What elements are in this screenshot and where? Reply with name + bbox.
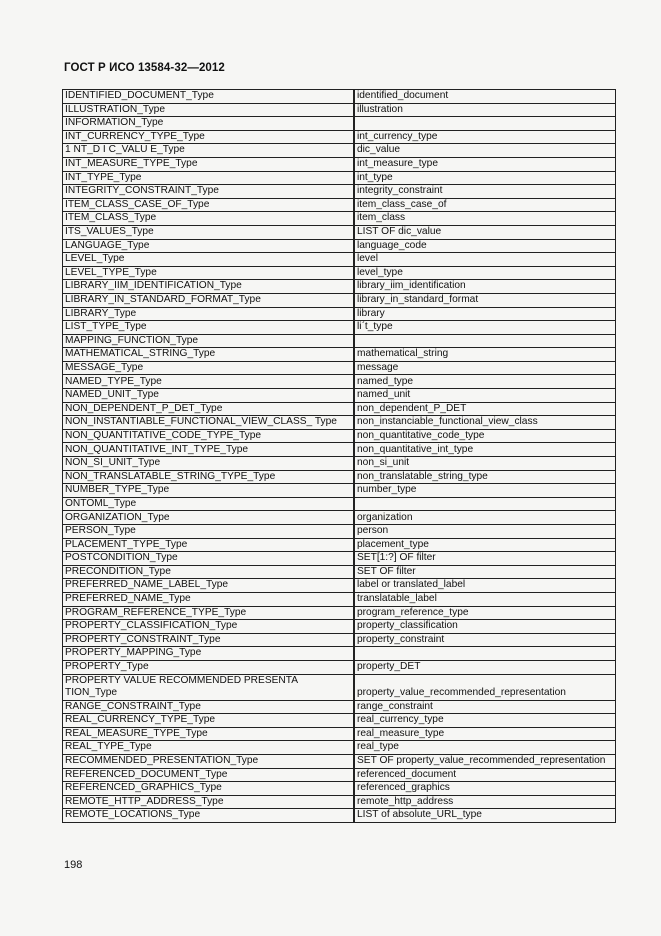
mapped-entity-cell: named_type [354,375,616,389]
type-name-cell: PROGRAM_REFERENCE_TYPE_Type [63,606,355,620]
type-name-cell: NAMED_UNIT_Type [63,389,355,403]
table-row [63,497,616,511]
mapped-entity-cell: property_constraint [354,633,616,647]
table-row [63,171,616,185]
mapped-entity-cell: int_type [354,171,616,185]
table-row [63,225,616,239]
table-row [63,606,616,620]
type-name-cell: LANGUAGE_Type [63,239,355,253]
table-row [63,809,616,823]
table-row [63,90,616,104]
mapped-entity-cell: liˊt_type [354,321,616,335]
type-name-cell: NON_INSTANTIABLE_FUNCTIONAL_VIEW_CLASS_ Type [63,416,355,430]
mapped-entity-cell: SET OF filter [354,565,616,579]
mapped-entity-cell: item_class_case_of [354,198,616,212]
mapped-entity-cell: real_currency_type [354,714,616,728]
table-row [63,293,616,307]
type-name-cell: REAL_MEASURE_TYPE_Type [63,727,355,741]
table-row [63,647,616,661]
mapped-entity-cell: LIST OF dic_value [354,225,616,239]
table-row [63,741,616,755]
mapped-entity-cell: program_reference_type [354,606,616,620]
table-row [63,117,616,131]
type-name-cell: NON_QUANTITATIVE_INT_TYPE_Type [63,443,355,457]
table-row [63,321,616,335]
table-row [63,307,616,321]
mapped-entity-cell: mathematical_string [354,348,616,362]
mapped-entity-cell: non_translatable_string_type [354,470,616,484]
table-row [63,457,616,471]
table-row [63,525,616,539]
table-row [63,565,616,579]
mapped-entity-cell: referenced_graphics [354,782,616,796]
mapped-entity-cell [354,647,616,661]
mapped-entity-cell: identified_document [354,90,616,104]
type-name-cell: PRECONDITION_Type [63,565,355,579]
mapped-entity-cell: real_type [354,741,616,755]
table-row [63,714,616,728]
table-row [63,700,616,714]
type-name-cell: LEVEL_TYPE_Type [63,266,355,280]
type-name-cell: REMOTE_HTTP_ADDRESS_Type [63,795,355,809]
mapped-entity-cell: property_classification [354,620,616,634]
table-row [63,389,616,403]
type-name-cell: ITEM_CLASS_CASE_OF_Type [63,198,355,212]
table-row [63,280,616,294]
type-name-cell: NAMED_TYPE_Type [63,375,355,389]
table-row [63,795,616,809]
type-name-cell: ILLUSTRATION_Type [63,103,355,117]
mapped-entity-cell: non_dependent_P_DET [354,402,616,416]
table-row [63,157,616,171]
table-row [63,334,616,348]
table-row [63,416,616,430]
table-row [63,402,616,416]
table-row [63,660,616,674]
type-name-cell: REMOTE_LOCATIONS_Type [63,809,355,823]
table-row [63,511,616,525]
type-name-cell: LIST_TYPE_Type [63,321,355,335]
mapped-entity-cell: library [354,307,616,321]
mapped-entity-cell: item_class [354,212,616,226]
table-row [63,727,616,741]
type-name-cell: PREFERRED_NAME_Type [63,592,355,606]
document-header: ГОСТ Р ИСО 13584-32—2012 [64,62,225,74]
type-name-cell: PROPERTY_CONSTRAINT_Type [63,633,355,647]
type-name-cell: IDENTIFIED_DOCUMENT_Type [63,90,355,104]
table-row [63,361,616,375]
type-name-cell: POSTCONDITION_Type [63,552,355,566]
mapped-entity-cell: int_measure_type [354,157,616,171]
mapped-entity-cell: organization [354,511,616,525]
type-name-cell: PROPERTY VALUE RECOMMENDED PRESENTA TION_Type [63,674,355,700]
table-row [63,266,616,280]
type-name-cell: PROPERTY_MAPPING_Type [63,647,355,661]
type-name-cell: NON_TRANSLATABLE_STRING_TYPE_Type [63,470,355,484]
mapped-entity-cell: library_in_standard_format [354,293,616,307]
mapped-entity-cell [354,117,616,131]
type-name-cell: REFERENCED_DOCUMENT_Type [63,768,355,782]
mapped-entity-cell: integrity_constraint [354,185,616,199]
mapped-entity-cell: illustration [354,103,616,117]
type-name-cell: LIBRARY_IN_STANDARD_FORMAT_Type [63,293,355,307]
mapped-entity-cell: message [354,361,616,375]
table-row [63,579,616,593]
table-row [63,130,616,144]
type-name-cell: NUMBER_TYPE_Type [63,484,355,498]
mapped-entity-cell [354,334,616,348]
type-name-cell: PREFERRED_NAME_LABEL_Type [63,579,355,593]
mapped-entity-cell: int_currency_type [354,130,616,144]
type-name-cell: NON_DEPENDENT_P_DET_Type [63,402,355,416]
type-name-cell: PROPERTY_Type [63,660,355,674]
mapped-entity-cell: non_si_unit [354,457,616,471]
table-row [63,552,616,566]
type-name-cell: RECOMMENDED_PRESENTATION_Type [63,754,355,768]
type-name-cell: INT_CURRENCY_TYPE_Type [63,130,355,144]
type-name-cell: PROPERTY_CLASSIFICATION_Type [63,620,355,634]
mapped-entity-cell: property_value_recommended_representation [354,674,616,700]
mapped-entity-cell: label or translated_label [354,579,616,593]
table-row [63,239,616,253]
mapped-entity-cell: LIST of absolute_URL_type [354,809,616,823]
mapping-table-body [63,90,616,823]
mapped-entity-cell: referenced_document [354,768,616,782]
type-name-cell: INTEGRITY_CONSTRAINT_Type [63,185,355,199]
mapped-entity-cell: dic_value [354,144,616,158]
table-row [63,103,616,117]
mapped-entity-cell: level [354,253,616,267]
type-name-cell: MESSAGE_Type [63,361,355,375]
type-name-cell: PLACEMENT_TYPE_Type [63,538,355,552]
type-name-cell: ITEM_CLASS_Type [63,212,355,226]
mapped-entity-cell: real_measure_type [354,727,616,741]
type-name-cell: PERSON_Type [63,525,355,539]
mapped-entity-cell: placement_type [354,538,616,552]
type-name-cell: NON_QUANTITATIVE_CODE_TYPE_Type [63,429,355,443]
type-name-cell: INFORMATION_Type [63,117,355,131]
type-name-cell: INT_MEASURE_TYPE_Type [63,157,355,171]
mapped-entity-cell: remote_http_address [354,795,616,809]
type-name-cell: LEVEL_Type [63,253,355,267]
table-row [63,768,616,782]
type-name-cell: ONTOML_Type [63,497,355,511]
table-row [63,538,616,552]
mapped-entity-cell: number_type [354,484,616,498]
page-number: 198 [64,859,83,871]
type-name-cell: INT_TYPE_Type [63,171,355,185]
table-row [63,198,616,212]
table-row [63,185,616,199]
mapped-entity-cell: level_type [354,266,616,280]
mapped-entity-cell: non_quantitative_int_type [354,443,616,457]
type-name-cell: NON_SI_UNIT_Type [63,457,355,471]
mapped-entity-cell: language_code [354,239,616,253]
table-row [63,253,616,267]
table-row [63,470,616,484]
table-row [63,484,616,498]
table-row [63,620,616,634]
table-row [63,754,616,768]
mapped-entity-cell: person [354,525,616,539]
mapped-entity-cell: range_constraint [354,700,616,714]
type-name-cell: LIBRARY_Type [63,307,355,321]
mapped-entity-cell [354,497,616,511]
mapping-table [62,89,616,823]
type-name-cell: REAL_CURRENCY_TYPE_Type [63,714,355,728]
table-row [63,674,616,700]
type-name-cell: LIBRARY_IIM_IDENTIFICATION_Type [63,280,355,294]
type-name-cell: ORGANIZATION_Type [63,511,355,525]
mapped-entity-cell: non_quantitative_code_type [354,429,616,443]
table-row [63,782,616,796]
type-name-cell: ITS_VALUES_Type [63,225,355,239]
mapped-entity-cell: property_DET [354,660,616,674]
type-name-cell: MAPPING_FUNCTION_Type [63,334,355,348]
mapped-entity-cell: library_iim_identification [354,280,616,294]
table-row [63,144,616,158]
type-name-cell: RANGE_CONSTRAINT_Type [63,700,355,714]
mapped-entity-cell: SET OF property_value_recommended_representation [354,754,616,768]
table-row [63,429,616,443]
type-name-cell: MATHEMATICAL_STRING_Type [63,348,355,362]
type-name-cell: REFERENCED_GRAPHICS_Type [63,782,355,796]
table-row [63,212,616,226]
mapped-entity-cell: translatable_label [354,592,616,606]
type-name-cell: REAL_TYPE_Type [63,741,355,755]
mapped-entity-cell: non_instanciable_functional_view_class [354,416,616,430]
table-row [63,633,616,647]
mapped-entity-cell: named_unit [354,389,616,403]
table-row [63,348,616,362]
table-row [63,375,616,389]
table-row [63,443,616,457]
mapped-entity-cell: SET[1:?] OF filter [354,552,616,566]
table-row [63,592,616,606]
type-name-cell: 1 NT_D I C_VALU E_Type [63,144,355,158]
